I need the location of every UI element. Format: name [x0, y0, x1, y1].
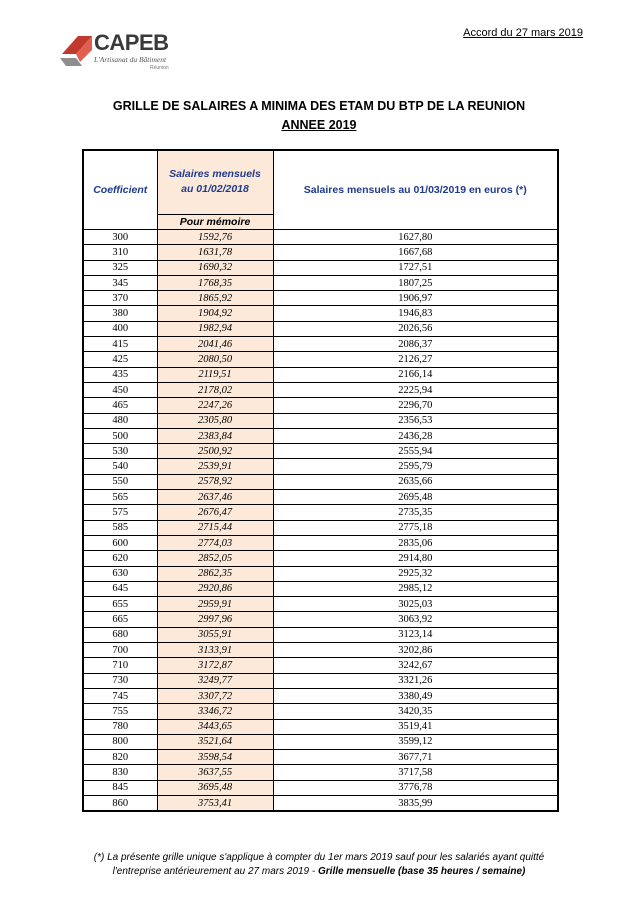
cell-salary-2019: 2436,28	[273, 428, 558, 443]
cell-salary-2019: 1807,25	[273, 275, 558, 290]
cell-coefficient: 325	[83, 260, 157, 275]
cell-coefficient: 780	[83, 719, 157, 734]
table-row	[83, 260, 558, 275]
cell-coefficient: 450	[83, 382, 157, 397]
cell-salary-2019: 2225,94	[273, 382, 558, 397]
cell-salary-2019: 2735,35	[273, 505, 558, 520]
header-coefficient: Coefficient	[83, 150, 157, 230]
table-row	[83, 291, 558, 306]
capeb-logo-mark-icon	[58, 28, 98, 72]
cell-salary-2019: 3025,03	[273, 597, 558, 612]
title-line-2: ANNEE 2019	[281, 118, 357, 132]
table-row	[83, 520, 558, 535]
cell-salary-2018: 2539,91	[157, 459, 273, 474]
cell-coefficient: 745	[83, 688, 157, 703]
table-row	[83, 382, 558, 397]
table-row	[83, 505, 558, 520]
cell-salary-2018: 2637,46	[157, 490, 273, 505]
cell-salary-2019: 3420,35	[273, 704, 558, 719]
cell-coefficient: 710	[83, 658, 157, 673]
cell-salary-2019: 2635,66	[273, 474, 558, 489]
cell-coefficient: 465	[83, 398, 157, 413]
logo-region: Réunion	[150, 65, 169, 71]
cell-salary-2018: 2852,05	[157, 551, 273, 566]
table-row	[83, 352, 558, 367]
logo-tagline: L'Artisanat du Bâtiment	[94, 55, 167, 64]
header-pour-memoire: Pour mémoire	[157, 214, 273, 229]
cell-salary-2019: 1906,97	[273, 291, 558, 306]
header-salary-2018-line2: au 01/02/2018	[181, 183, 249, 196]
cell-salary-2019: 2166,14	[273, 367, 558, 382]
cell-salary-2019: 2695,48	[273, 490, 558, 505]
table-row	[83, 444, 558, 459]
cell-coefficient: 575	[83, 505, 157, 520]
cell-salary-2019: 3717,58	[273, 765, 558, 780]
table-row	[83, 765, 558, 780]
cell-salary-2019: 3519,41	[273, 719, 558, 734]
cell-coefficient: 630	[83, 566, 157, 581]
cell-salary-2018: 3172,87	[157, 658, 273, 673]
cell-coefficient: 860	[83, 795, 157, 811]
cell-coefficient: 655	[83, 597, 157, 612]
cell-salary-2018: 3637,55	[157, 765, 273, 780]
cell-salary-2018: 3307,72	[157, 688, 273, 703]
table-row	[83, 367, 558, 382]
table-row	[83, 337, 558, 352]
table-row	[83, 719, 558, 734]
cell-coefficient: 415	[83, 337, 157, 352]
header-salary-2019: Salaires mensuels au 01/03/2019 en euros (*)	[273, 150, 558, 230]
cell-salary-2018: 1768,35	[157, 275, 273, 290]
cell-salary-2018: 1592,76	[157, 230, 273, 245]
footnote	[0, 851, 638, 879]
table-row	[83, 688, 558, 703]
cell-salary-2018: 2920,86	[157, 581, 273, 596]
table-row	[83, 428, 558, 443]
cell-salary-2018: 3521,64	[157, 734, 273, 749]
cell-coefficient: 425	[83, 352, 157, 367]
cell-salary-2018: 1982,94	[157, 321, 273, 336]
table-row	[83, 612, 558, 627]
cell-coefficient: 665	[83, 612, 157, 627]
cell-coefficient: 620	[83, 551, 157, 566]
cell-salary-2018: 1865,92	[157, 291, 273, 306]
table-row	[83, 230, 558, 245]
cell-salary-2019: 2126,27	[273, 352, 558, 367]
table-row	[83, 321, 558, 336]
table-row	[83, 413, 558, 428]
header-salary-2018-line1: Salaires mensuels	[169, 168, 261, 181]
cell-salary-2019: 3380,49	[273, 688, 558, 703]
cell-salary-2018: 2080,50	[157, 352, 273, 367]
cell-salary-2018: 2383,84	[157, 428, 273, 443]
cell-salary-2019: 3835,99	[273, 795, 558, 811]
cell-salary-2019: 2775,18	[273, 520, 558, 535]
cell-salary-2018: 2119,51	[157, 367, 273, 382]
cell-salary-2018: 3133,91	[157, 643, 273, 658]
cell-coefficient: 550	[83, 474, 157, 489]
cell-salary-2018: 2862,35	[157, 566, 273, 581]
table-row	[83, 734, 558, 749]
cell-salary-2019: 2985,12	[273, 581, 558, 596]
table-row	[83, 597, 558, 612]
cell-salary-2018: 3249,77	[157, 673, 273, 688]
footnote-line-2-text: l'entreprise antérieurement au 27 mars 2019 -	[112, 866, 319, 877]
table-row	[83, 750, 558, 765]
logo-wordmark: CAPEB	[94, 30, 169, 55]
table-row	[83, 566, 558, 581]
cell-salary-2018: 3753,41	[157, 795, 273, 811]
cell-salary-2018: 2041,46	[157, 337, 273, 352]
cell-salary-2019: 1946,83	[273, 306, 558, 321]
cell-coefficient: 680	[83, 627, 157, 642]
table-row	[83, 673, 558, 688]
cell-salary-2019: 3677,71	[273, 750, 558, 765]
table-row	[83, 398, 558, 413]
table-row	[83, 490, 558, 505]
cell-salary-2019: 2914,80	[273, 551, 558, 566]
cell-coefficient: 565	[83, 490, 157, 505]
cell-coefficient: 380	[83, 306, 157, 321]
cell-salary-2018: 2676,47	[157, 505, 273, 520]
salary-grid-body	[83, 230, 558, 812]
cell-coefficient: 480	[83, 413, 157, 428]
cell-salary-2019: 3776,78	[273, 780, 558, 795]
cell-coefficient: 435	[83, 367, 157, 382]
cell-salary-2019: 3242,67	[273, 658, 558, 673]
cell-salary-2019: 3063,92	[273, 612, 558, 627]
table-row	[83, 780, 558, 795]
cell-salary-2018: 1690,32	[157, 260, 273, 275]
cell-salary-2018: 2500,92	[157, 444, 273, 459]
table-row	[83, 627, 558, 642]
cell-salary-2019: 1727,51	[273, 260, 558, 275]
footnote-line-2-bold: Grille mensuelle (base 35 heures / semaine)	[318, 866, 526, 877]
footnote-line-1: (*) La présente grille unique s'applique à compter du 1er mars 2019 sauf pour les salariés ayant quitté	[93, 852, 545, 863]
cell-coefficient: 300	[83, 230, 157, 245]
cell-coefficient: 400	[83, 321, 157, 336]
cell-salary-2019: 2296,70	[273, 398, 558, 413]
cell-salary-2019: 2026,56	[273, 321, 558, 336]
cell-salary-2018: 1631,78	[157, 245, 273, 260]
cell-coefficient: 830	[83, 765, 157, 780]
cell-salary-2018: 3443,65	[157, 719, 273, 734]
cell-coefficient: 755	[83, 704, 157, 719]
cell-salary-2018: 2305,80	[157, 413, 273, 428]
cell-coefficient: 845	[83, 780, 157, 795]
cell-salary-2019: 3202,86	[273, 643, 558, 658]
table-row	[83, 658, 558, 673]
cell-coefficient: 370	[83, 291, 157, 306]
footnote-line-2	[0, 865, 638, 879]
cell-salary-2019: 2835,06	[273, 535, 558, 550]
cell-coefficient: 800	[83, 734, 157, 749]
cell-salary-2019: 2595,79	[273, 459, 558, 474]
cell-salary-2018: 3598,54	[157, 750, 273, 765]
capeb-logo	[58, 28, 178, 76]
cell-coefficient: 310	[83, 245, 157, 260]
cell-coefficient: 530	[83, 444, 157, 459]
table-row	[83, 474, 558, 489]
cell-salary-2018: 3055,91	[157, 627, 273, 642]
cell-salary-2018: 1904,92	[157, 306, 273, 321]
cell-salary-2019: 2086,37	[273, 337, 558, 352]
cell-salary-2019: 2356,53	[273, 413, 558, 428]
cell-salary-2018: 2774,03	[157, 535, 273, 550]
cell-salary-2018: 2997,96	[157, 612, 273, 627]
table-row	[83, 245, 558, 260]
salary-grid-table	[82, 149, 559, 812]
cell-coefficient: 500	[83, 428, 157, 443]
cell-coefficient: 700	[83, 643, 157, 658]
cell-salary-2018: 3346,72	[157, 704, 273, 719]
cell-salary-2018: 2578,92	[157, 474, 273, 489]
table-row	[83, 275, 558, 290]
cell-coefficient: 585	[83, 520, 157, 535]
cell-coefficient: 820	[83, 750, 157, 765]
cell-salary-2018: 2959,91	[157, 597, 273, 612]
cell-salary-2019: 1627,80	[273, 230, 558, 245]
cell-salary-2018: 2715,44	[157, 520, 273, 535]
cell-salary-2019: 3123,14	[273, 627, 558, 642]
table-row	[83, 551, 558, 566]
cell-salary-2018: 3695,48	[157, 780, 273, 795]
cell-coefficient: 540	[83, 459, 157, 474]
title-line-1: GRILLE DE SALAIRES A MINIMA DES ETAM DU BTP DE LA REUNION	[112, 99, 526, 113]
table-row	[83, 581, 558, 596]
header-salary-2018	[157, 150, 273, 214]
table-row	[83, 459, 558, 474]
table-row	[83, 306, 558, 321]
cell-coefficient: 730	[83, 673, 157, 688]
cell-salary-2019: 3599,12	[273, 734, 558, 749]
document-title	[0, 97, 638, 135]
cell-coefficient: 600	[83, 535, 157, 550]
table-row	[83, 795, 558, 811]
cell-salary-2019: 2555,94	[273, 444, 558, 459]
cell-salary-2019: 3321,26	[273, 673, 558, 688]
accord-date: Accord du 27 mars 2019	[463, 27, 583, 39]
cell-salary-2018: 2247,26	[157, 398, 273, 413]
cell-salary-2019: 2925,32	[273, 566, 558, 581]
table-row	[83, 704, 558, 719]
table-row	[83, 535, 558, 550]
cell-coefficient: 645	[83, 581, 157, 596]
cell-salary-2018: 2178,02	[157, 382, 273, 397]
cell-coefficient: 345	[83, 275, 157, 290]
table-row	[83, 643, 558, 658]
cell-salary-2019: 1667,68	[273, 245, 558, 260]
